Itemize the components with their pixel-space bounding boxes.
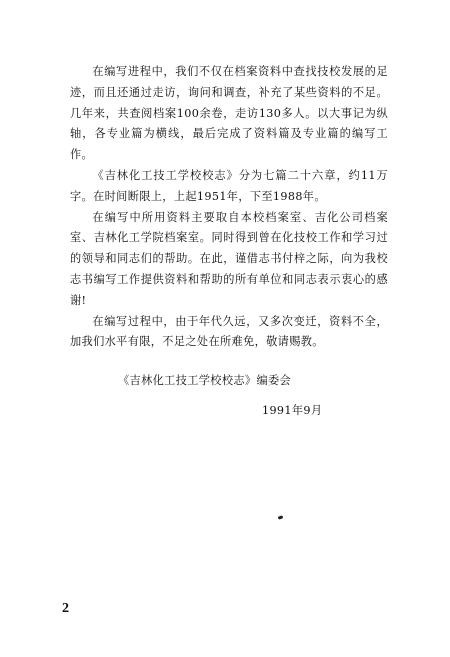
page-number: 2: [62, 601, 69, 616]
preface-body: [70, 62, 388, 353]
editorial-committee-signature: 《吉林化工技工学校校志》编委会: [118, 374, 292, 387]
paragraph-research-process: 在编写进程中，我们不仅在档案资料中查找技校发展的足迹，而且还通过走访，询问和调查，补充了某些资料的不足。几年来，共查阅档案100余卷，走访130多人。以大事记为纵轴，各专业篇为横线，最后完成了资料篇及专业篇的编写工作。: [70, 65, 388, 162]
paragraph-acknowledgements: 在编写中所用资料主要取自本校档案室、吉化公司档案室、吉林化工学院档案室。同时得到曾在化技校工作和学习过的领导和同志们的帮助。在此，谨借志书付梓之际，向为我校志书编写工作提供资料和帮助的所有单位和同志表示衷心的感谢!: [70, 210, 388, 307]
paragraph-apology: 在编写过程中，由于年代久远，又多次变迁，资料不全，加我们水平有限，不足之处在所难免，敬请赐教。: [70, 314, 388, 349]
scan-speck: [278, 515, 284, 520]
paragraph-book-scope: 《吉林化工技工学校校志》分为七篇二十六章，约11万字。在时间断限上，上起1951年，下至1988年。: [70, 168, 388, 203]
signature-date: 1991年9月: [262, 404, 323, 417]
